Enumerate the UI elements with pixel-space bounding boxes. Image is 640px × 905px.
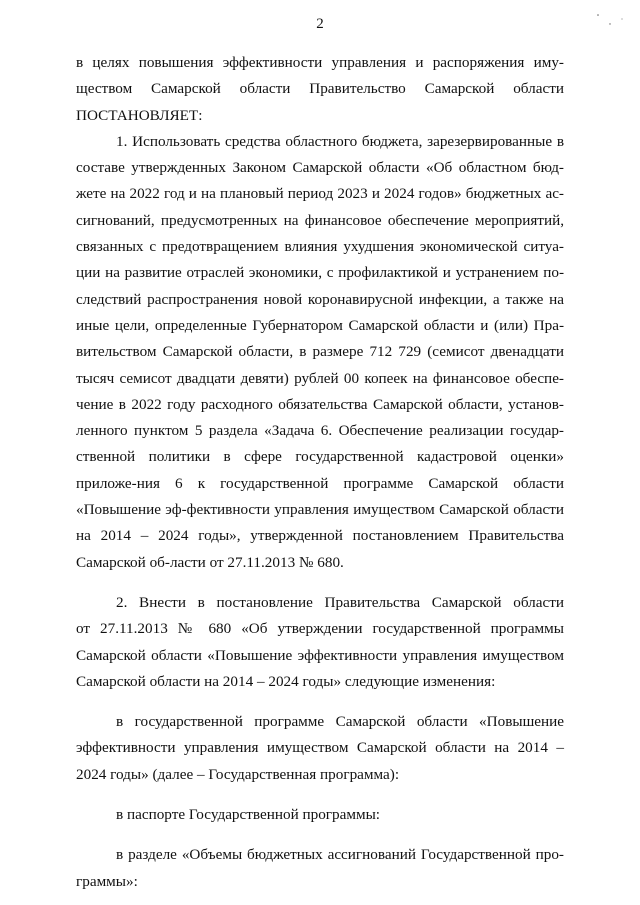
scan-specks [588,10,628,30]
intro-line: ществом Самарской области Правительство Самарской области [76,80,564,98]
paragraph-2-line: Самарской области на 2014 – 2024 годы» следующие изменения: [76,672,496,690]
paragraph-4: в паспорте Государственной программы: [116,806,381,824]
paragraph-3-line: в государственной программе Самарской области «Повышение [116,713,564,731]
paragraph-1: 1. Использовать средства областного бюджета, зарезервированные в составе утвержденных Законом Самарской области «Об областном бюд-жете на 2022 год и на плановый период 2023 и 2024 годов» бюджетных ас-сигнований, предусмотренных на финансовое обеспечение мероприятий, связанных с предотвращением влияния ухудшения экономической ситуа-ции на развитие отраслей экономики, с профилактикой и устранением по-следствий распространения новой коронавирусной инфекции, а также на иные цели, определенные Губернатором Самарской области и (или) Пра-вительством Самарской области, в размере 712 729 (семисот двенадцати тысяч семисот двадцати девяти) рублей 00 копеек на финансовое обеспе-чение в 2022 году расходного обязательства Самарской области, установ-ленного пунктом 5 раздела «Задача 6. Обеспечение реализации государ-ственной политики в сфере государственной кадастровой оценки» приложе-ния 6 к государственной программе Самарской области «Повышение эф-фективности управления имуществом Самарской области на 2014 – 2024 годы», утвержденной постановлением Правительства Самарской об-ласти от 27.11.2013 № 680. [76,132,564,571]
resolves-heading: ПОСТАНОВЛЯЕТ: [76,106,203,124]
paragraph-3-line: эффективности управления имуществом Самарской области на 2014 – [76,739,564,757]
paragraph-3-line: 2024 годы» (далее – Государственная программа): [76,765,400,783]
paragraph-2-line: от 27.11.2013 № 680 «Об утверждении государственной программы [76,620,564,638]
paragraph-3 [76,709,564,788]
paragraph-5-line: в разделе «Объемы бюджетных ассигнований Государственной про- [116,846,564,864]
paragraph-2-line: Самарской области «Повышение эффективности управления имуществом [76,646,564,664]
intro-line: в целях повышения эффективности управления и распоряжения иму- [76,54,564,71]
document-body [76,50,564,895]
paragraph-2 [76,590,564,695]
intro-paragraph [76,50,564,129]
paragraph-2-line: 2. Внести в постановление Правительства Самарской области [116,593,564,611]
paragraph-5 [76,842,564,895]
paragraph-5-line: граммы»: [76,872,138,890]
page-number: 2 [316,16,324,32]
